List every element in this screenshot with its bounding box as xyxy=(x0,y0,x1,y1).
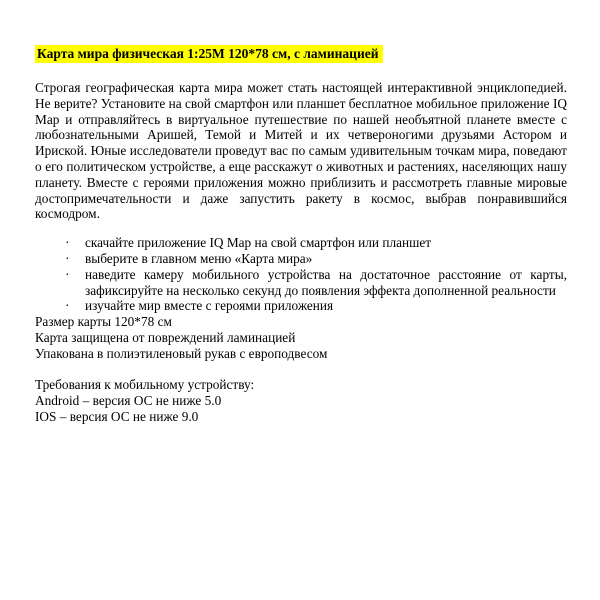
list-item-text: скачайте приложение IQ Map на свой смартфон или планшет xyxy=(85,235,432,251)
bullet-marker: · xyxy=(65,298,70,314)
list-item xyxy=(35,251,567,267)
bullet-marker: · xyxy=(65,266,70,282)
list-item-text: наведите камеру мобильного устройства на достаточное расстояние от карты, зафиксируйте на несколько секунд до появления эффекта дополненной реальности xyxy=(85,266,567,298)
list-item xyxy=(35,235,567,251)
page-title-highlight: Карта мира физическая 1:25М 120*78 см, с ламинацией xyxy=(35,45,383,63)
instructions-list xyxy=(35,235,567,314)
description-paragraph: Строгая географическая карта мира может стать настоящей интерактивной энциклопедией. Не верите? Установите на свой смартфон или планшет бесплатное мобильное приложение IQ Map и отправляйтесь в виртуальное путешествие по нашей необъятной планете вместе с любознательными Аришей, Темой и Митей и их четвероногими друзьями Астором и Ириской. Юные исследователи проведут вас по самым удивительным точкам мира, поведают о его политическом устройстве, а еще расскажут о животных и растениях, населяющих нашу планету. Вместе с героями приложения можно приблизить и рассмотреть главные мировые достопримечательности и даже запустить ракету в космос, выбрав понравившийся космодром. xyxy=(35,80,567,222)
spec-packaging: Упакована в полиэтиленовый рукав с европодвесом xyxy=(35,345,328,361)
list-item-text: изучайте мир вместе с героями приложения xyxy=(85,298,334,314)
document-page xyxy=(35,45,567,425)
list-item xyxy=(35,267,567,299)
spec-lamination: Карта защищена от повреждений ламинацией xyxy=(35,329,296,345)
bullet-marker: · xyxy=(65,235,70,251)
list-item xyxy=(35,298,567,314)
spec-map-size: Размер карты 120*78 см xyxy=(35,314,172,330)
page-title xyxy=(35,45,567,63)
requirement-android: Android – версия ОС не ниже 5.0 xyxy=(35,393,222,409)
blank-line xyxy=(35,362,567,378)
requirement-ios: IOS – версия ОС не ниже 9.0 xyxy=(35,408,199,424)
list-item-text: выберите в главном меню «Карта мира» xyxy=(85,250,313,266)
requirements-heading: Требования к мобильному устройству: xyxy=(35,377,255,393)
bullet-marker: · xyxy=(65,250,70,266)
